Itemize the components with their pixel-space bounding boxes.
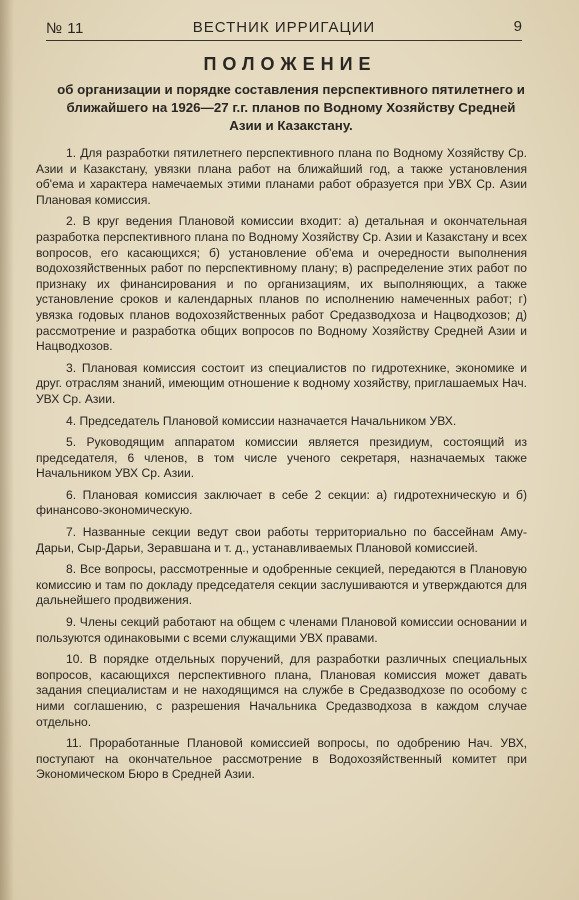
paragraph: 3. Плановая комиссия состоит из специалистов по гидротехнике, экономике и друг. отраслям знаний, имеющим отношение к водному хозяйству, приглашаемых Нач. УВХ Ср. Азии. (36, 360, 527, 406)
document-body (36, 146, 527, 789)
header-rule (46, 40, 522, 41)
paragraph: 10. В порядке отдельных поручений, для разработки различных специальных вопросов, касающихся перспективного плана, Плановая комиссия может давать задания специалистам и не находящимся на службе в Средазводхозе по особому с ними соглашению, с разрешения Начальника Средазводхоза в каждом случае отдельно. (36, 652, 527, 729)
paragraph: 4. Председатель Плановой комиссии назначается Начальником УВХ. (66, 413, 457, 428)
paragraph: 8. Все вопросы, рассмотренные и одобренные секцией, передаются в Плановую комиссию и там по докладу председателя секции заслушиваются и утверждаются для дальнейшего продвижения. (36, 562, 527, 608)
document-subtitle: об организации и порядке составления перспективного пятилетнего и ближайшего на 1926—27 г.г. планов по Водному Хозяйству Средней Азии и Казакстану. (57, 82, 525, 133)
page-binding-shadow (0, 0, 14, 900)
journal-title: ВЕСТНИК ИРРИГАЦИИ (192, 19, 376, 36)
paragraph: 9. Члены секций работают на общем с членами Плановой комиссии основании и пользуются одинаковыми с всеми служащими УВХ правами. (36, 615, 527, 645)
paragraph: 7. Названные секции ведут свои работы территориально по бассейнам Аму-Дарьи, Сыр-Дарьи, Зеравшана и т. д., устанавливаемых Плановой комиссией. (36, 525, 527, 555)
running-header (46, 18, 522, 40)
paragraph: 11. Проработанные Плановой комиссией вопросы, по одобрению Нач. УВХ, поступают на окончательное рассмотрение в Водохозяйственный комитет при Экономическом Бюро в Средней Азии. (36, 736, 527, 782)
paragraph: 2. В круг ведения Плановой комиссии входит: а) детальная и окончательная разработка перспективного плана по Водному Хозяйству Ср. Азии и Казакстану и всех вопросов, его касающихся; б) установление об'ема и очередности выполнения водохозяйственных работ по перспективному плану; в) распределение этих работ по признаку их финансирования и по организациям, их выполняющих, а также установление сроков и календарных планов по исполнению намеченных работ; г) увязка годовых планов водохозяйственных работ Средазводхоза и Нацводхозов; д) рассмотрение и разработка общих вопросов по Водному Хозяйству Средней Азии и Нацводхозов. (36, 214, 527, 354)
document-title: ПОЛОЖЕНИЕ (203, 54, 377, 74)
paragraph: 5. Руководящим аппаратом комиссии является президиум, состоящий из председателя, 6 членов, в том числе ученого секретаря, назначаемых также Начальником УВХ Ср. Азии. (36, 435, 527, 481)
issue-number: № 11 (46, 20, 84, 37)
paragraph: 1. Для разработки пятилетнего перспективного плана по Водному Хозяйству Ср. Азии и Казакстану, увязки плана работ на ближайший год, а также установления об'ема и характера намечаемых этими планами работ образуется при УВХ Ср. Азии Плановая комиссия. (36, 146, 527, 207)
page-number: 9 (513, 18, 522, 35)
paragraph: 6. Плановая комиссия заключает в себе 2 секции: а) гидротехническую и б) финансово-экономическую. (36, 487, 527, 518)
